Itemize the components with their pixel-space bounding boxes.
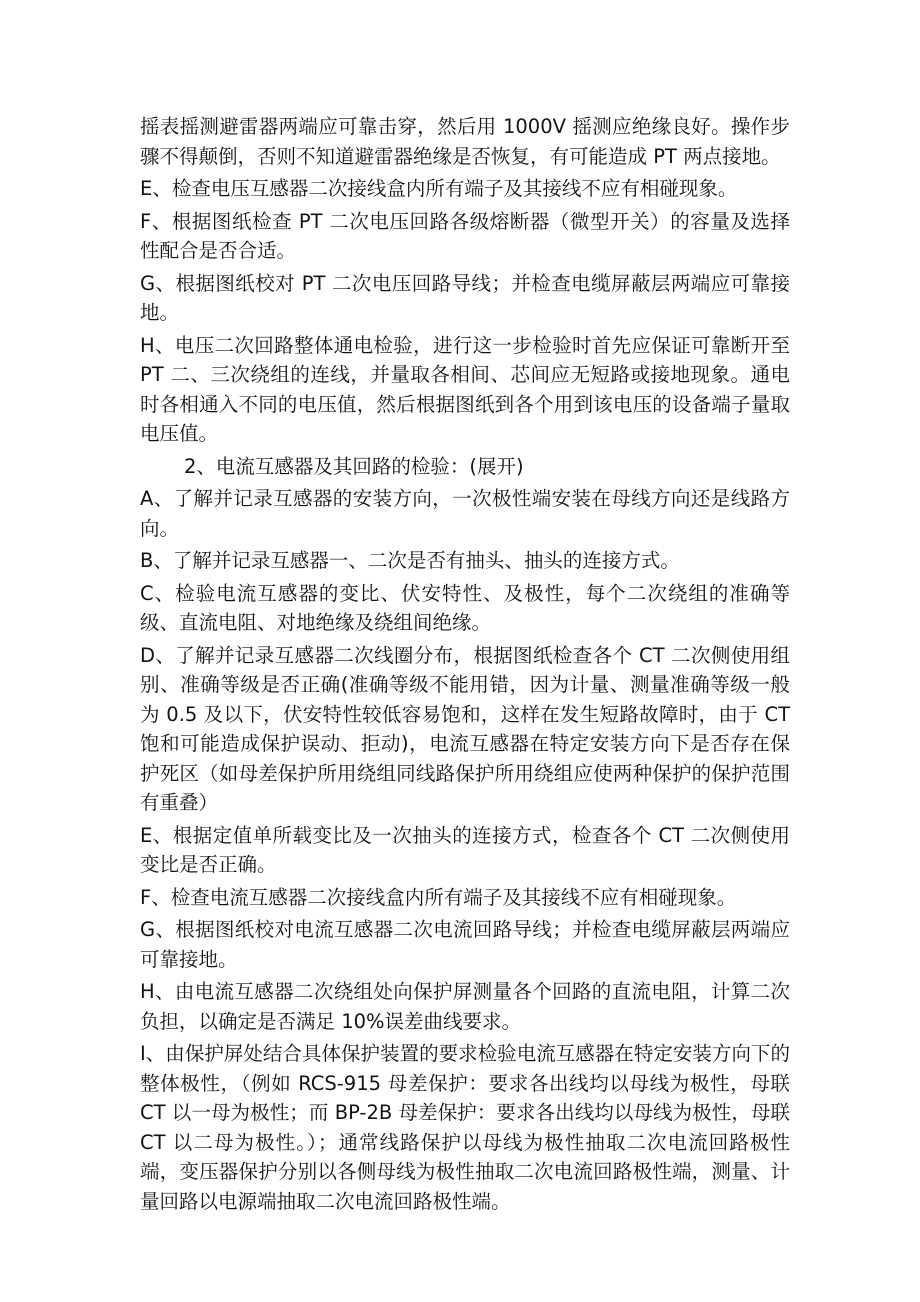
- paragraph-f-ct-terminal-box: F、检查电流互感器二次接线盒内所有端子及其接线不应有相碰现象。: [140, 885, 737, 909]
- paragraph-f-pt-fuses: F、根据图纸检查 PT 二次电压回路各级熔断器（微型开关）的容量及选择性配合是否合适。: [140, 209, 790, 262]
- paragraph-h-ct-resistance: H、由电流互感器二次绕组处向保护屏测量各个回路的直流电阻，计算二次负担，以确定是否满足 10%误差曲线要求。: [140, 980, 790, 1033]
- section-heading-ct: 2、电流互感器及其回路的检验：(展开): [184, 454, 524, 478]
- paragraph-e-pt-terminal-box: E、检查电压互感器二次接线盒内所有端子及其接线不应有相碰现象。: [140, 177, 738, 200]
- paragraph-h-pt-energize: H、电压二次回路整体通电检验，进行这一步检验时首先应保证可靠断开至 PT 二、三次绕组的连线，并量取各相间、芯间应无短路或接地现象。通电时各相通入不同的电压值，然后根据图纸到各个用到该电压的设备端子量取电压值。: [140, 333, 790, 445]
- paragraph-d-ct-windings: D、了解并记录互感器二次线圈分布，根据图纸检查各个 CT 二次侧使用组别、准确等级是否正确(准确等级不能用错，因为计量、测量准确等级一般为 0.5 及以下，伏安特性较低容易饱和，这样在发生短路故障时，由于 CT 饱和可能造成保护误动、拒动)，电流互感器在特定安装方向下是否存在保护死区（如母差保护所用绕组同线路保护所用绕组应使两种保护的保护范围有重叠）: [140, 643, 790, 814]
- paragraph-i-ct-polarity: I、由保护屏处结合具体保护装置的要求检验电流互感器在特定安装方向下的整体极性，（例如 RCS-915 母差保护：要求各出线均以母线为极性，母联 CT 以一母为极性；而 BP-2B 母差保护：要求各出线均以母线为极性，母联 CT 以二母为极性。）；通常线路保护以母线为极性抽取二次电流回路极性端，变压器保护分别以各侧母线为极性抽取二次电流回路极性端，测量、计量回路以电源端抽取二次电流回路极性端。: [140, 1042, 790, 1213]
- paragraph-g-pt-wiring: G、根据图纸校对 PT 二次电压回路导线；并检查电缆屏蔽层两端应可靠接地。: [140, 271, 790, 324]
- paragraph-b-ct-taps: B、了解并记录互感器一、二次是否有抽头、抽头的连接方式。: [140, 549, 680, 572]
- paragraph-c-ct-tests: C、检验电流互感器的变比、伏安特性、及极性，每个二次绕组的准确等级、直流电阻、对地绝缘及绕组间绝缘。: [140, 581, 790, 634]
- document-body: [140, 112, 790, 1219]
- paragraph-continuation: 摇表摇测避雷器两端应可靠击穿，然后用 1000V 摇测应绝缘良好。操作步骤不得颠倒，否则不知道避雷器绝缘是否恢复，有可能造成 PT 两点接地。: [140, 115, 790, 168]
- paragraph-g-ct-wiring: G、根据图纸校对电流互感器二次电流回路导线；并检查电缆屏蔽层两端应可靠接地。: [140, 918, 790, 971]
- paragraph-a-ct-direction: A、了解并记录互感器的安装方向，一次极性端安装在母线方向还是线路方向。: [140, 487, 790, 540]
- paragraph-e-ct-ratio: E、根据定值单所载变比及一次抽头的连接方式，检查各个 CT 二次侧使用变比是否正确。: [140, 823, 790, 876]
